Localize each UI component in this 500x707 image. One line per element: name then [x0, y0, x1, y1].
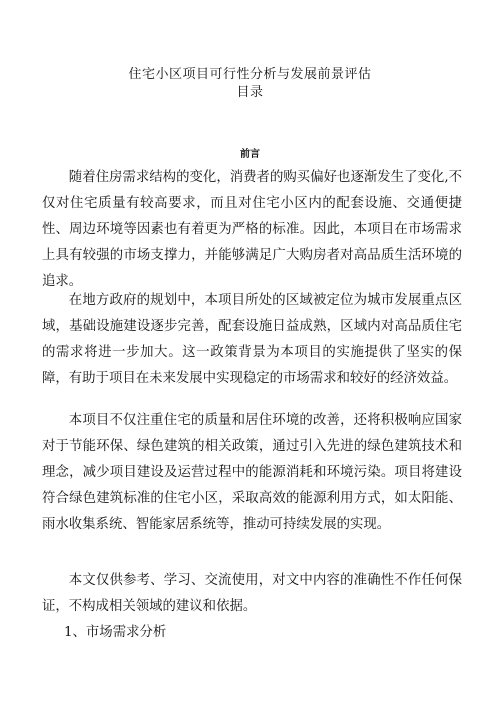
paragraph-1: 随着住房需求结构的变化，消费者的购买偏好也逐渐发生了变化,不仅对住宅质量有较高要求，而且对住宅小区内的配套设施、交通便捷性、周边环境等因素也有着更为严格的标准。因此，本项目在市场需求上具有较强的市场支撑力，并能够满足广大购房者对高品质生活环境的追求。 — [42, 170, 462, 289]
paragraph-4-block — [42, 568, 462, 620]
title-block — [0, 66, 500, 102]
section-heading: 1、市场需求分析 — [64, 625, 167, 640]
paragraph-1-block — [42, 165, 462, 295]
paragraph-2: 在地方政府的规划中，本项目所处的区域被定位为城市发展重点区域，基础设施建设逐步完善，配套设施日益成熟，区域内对高品质住宅的需求将进一步加大。这一政策背景为本项目的实施提供了坚实的保障，有助于项目在未来发展中实现稳定的市场需求和较好的经济效益。 — [42, 293, 462, 386]
paragraph-3-block — [42, 408, 462, 538]
foreword-heading: 前言 — [240, 149, 260, 160]
paragraph-2-block — [42, 288, 462, 392]
paragraph-4: 本文仅供参考、学习、交流使用，对文中内容的准确性不作任何保证，不构成相关领域的建议和依据。 — [42, 573, 462, 614]
document-subtitle: 目录 — [236, 85, 264, 100]
paragraph-3: 本项目不仅注重住宅的质量和居住环境的改善，还将积极响应国家对于节能环保、绿色建筑的相关政策，通过引入先进的绿色建筑技术和理念，减少项目建设及运营过程中的能源消耗和环境污染。项目将建设符合绿色建筑标准的住宅小区，采取高效的能源利用方式，如太阳能、雨水收集系统、智能家居系统等，推动可持续发展的实现。 — [42, 413, 462, 532]
document-title: 住宅小区项目可行性分析与发展前景评估 — [128, 67, 372, 82]
